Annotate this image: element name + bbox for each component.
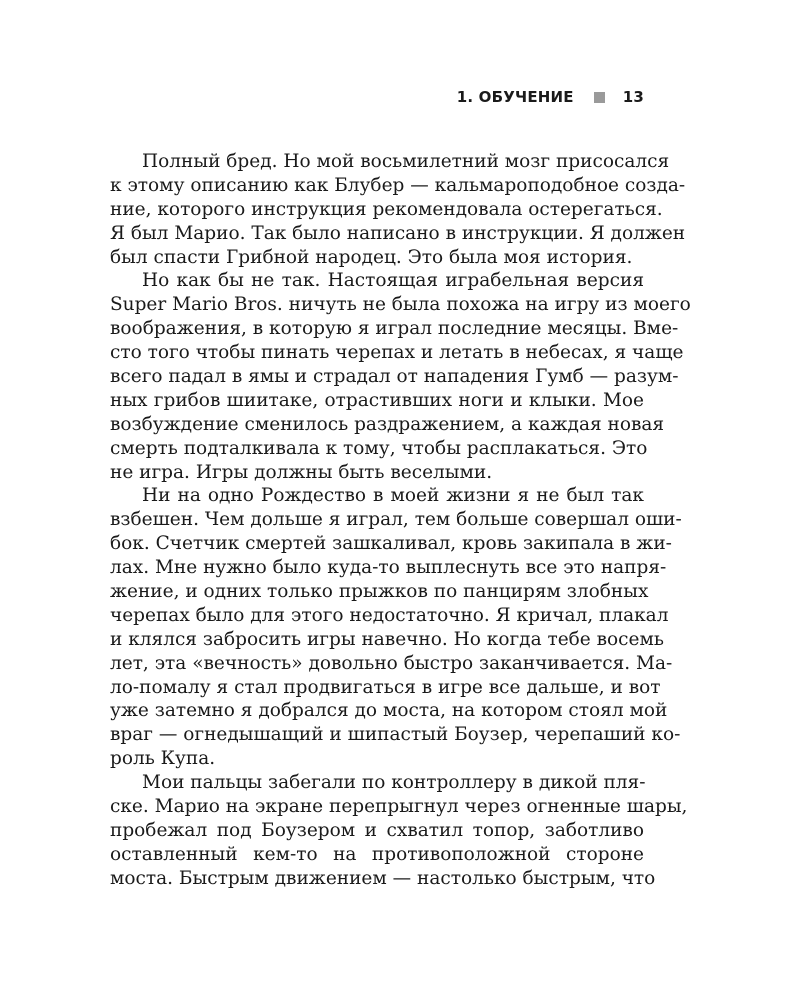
text-line: моста. Быстрым движением — настолько быстрым, что bbox=[110, 867, 656, 889]
text-line: ске. Марио на экране перепрыгнул через огненные шары, bbox=[110, 796, 688, 818]
text-line: Ни на одно Рождество в моей жизни я не был так bbox=[142, 485, 644, 507]
text-line: Я был Марио. Так было написано в инструкции. Я должен bbox=[110, 222, 686, 244]
text-line: бок. Счетчик смертей зашкаливал, кровь закипала в жи- bbox=[110, 533, 672, 555]
text-line: к этому описанию как Блубер — кальмароподобное созда- bbox=[110, 174, 686, 196]
text-line: ных грибов шиитаке, отрастивших ноги и клыки. Мое bbox=[110, 389, 644, 411]
text-line: смерть подталкивала к тому, чтобы расплакаться. Это bbox=[110, 437, 648, 459]
text-line: лет, эта «вечность» довольно быстро заканчивается. Ма- bbox=[110, 652, 673, 674]
text-line: был спасти Грибной народец. Это была моя история. bbox=[110, 246, 633, 268]
text-line: уже затемно я добрался до моста, на котором стоял мой bbox=[110, 700, 668, 722]
text-line: и клялся забросить игры навечно. Но когда тебе восемь bbox=[110, 628, 664, 650]
text-line: взбешен. Чем дольше я играл, тем больше совершал оши- bbox=[110, 509, 682, 531]
text-line: всего падал в ямы и страдал от нападения Гумб — разум- bbox=[110, 366, 679, 388]
text-line: ние, которого инструкция рекомендовала остерегаться. bbox=[110, 198, 663, 220]
running-header bbox=[457, 88, 644, 106]
text-line: Super Mario Bros. ничуть не была похожа на игру из моего bbox=[110, 294, 691, 316]
text-line: черепах было для этого недостаточно. Я кричал, плакал bbox=[110, 604, 669, 626]
header-separator bbox=[594, 92, 605, 103]
text-line: Полный бред. Но мой восьмилетний мозг присосался bbox=[142, 151, 670, 172]
text-line: воображения, в которую я играл последние месяцы. Вме- bbox=[110, 318, 679, 340]
text-line: возбуждение сменилось раздражением, а каждая новая bbox=[110, 413, 665, 435]
page-number: 13 bbox=[622, 88, 644, 106]
text-line: Но как бы не так. Настоящая играбельная версия bbox=[142, 270, 644, 292]
chapter-title: 1. ОБУЧЕНИЕ bbox=[456, 88, 574, 106]
text-line: враг — огнедышащий и шипастый Боузер, черепаший ко- bbox=[110, 724, 681, 746]
text-line: жение, и одних только прыжков по панцирям злобных bbox=[110, 581, 649, 603]
text-line: роль Купа. bbox=[110, 748, 216, 770]
text-line: пробежал под Боузером и схватил топор, заботливо bbox=[110, 819, 644, 841]
text-line: Мои пальцы забегали по контроллеру в дикой пля- bbox=[142, 772, 646, 794]
body-text bbox=[110, 150, 691, 891]
text-line: ло-помалу я стал продвигаться в игре все дальше, и вот bbox=[110, 676, 661, 698]
text-line: оставленный кем-то на противоположной стороне bbox=[110, 843, 644, 865]
text-line: лах. Мне нужно было куда-то выплеснуть все это напря- bbox=[110, 557, 667, 579]
text-line: не игра. Игры должны быть веселыми. bbox=[110, 461, 493, 483]
text-line: сто того чтобы пинать черепах и летать в небесах, я чаще bbox=[110, 342, 684, 364]
